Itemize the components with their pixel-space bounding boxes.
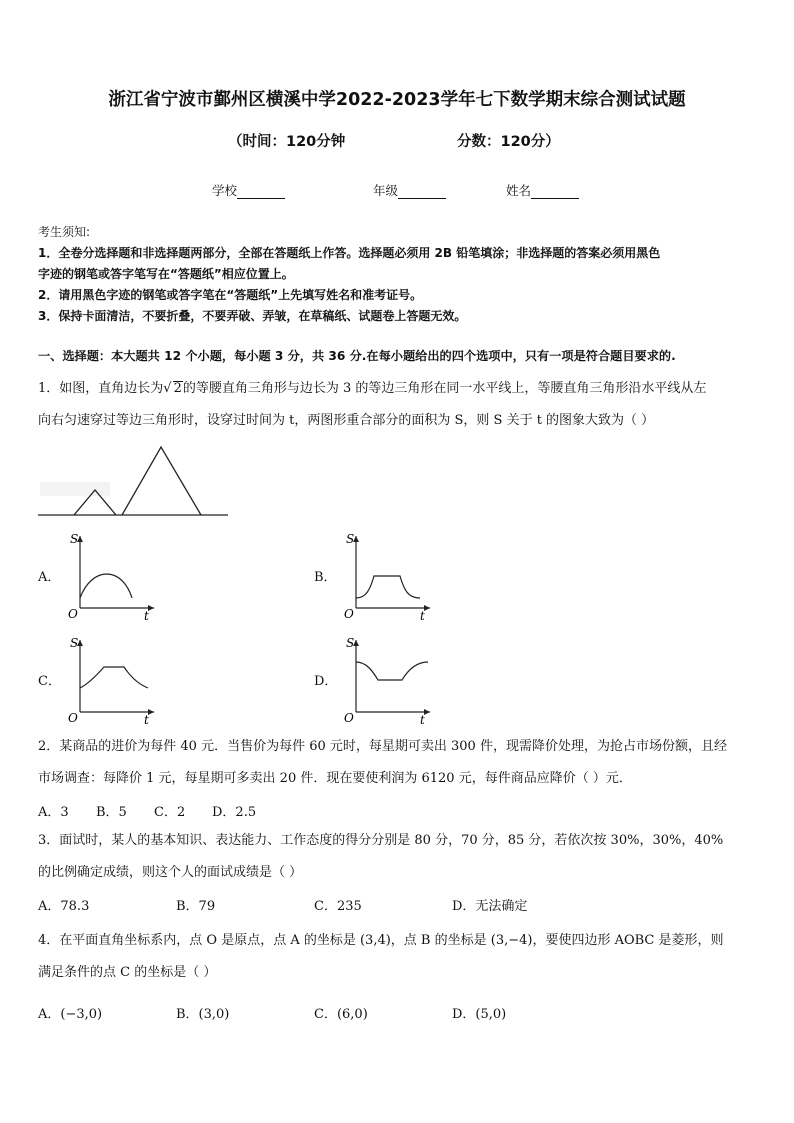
q4-option-a[interactable]: A．(−3,0) — [38, 1007, 103, 1022]
notice-block — [38, 222, 760, 327]
x-arrow — [148, 605, 154, 611]
x-arrow — [424, 605, 430, 611]
question-3 — [38, 825, 758, 889]
q1-option-c-label[interactable]: C． — [38, 674, 61, 689]
origin-label: O — [68, 711, 78, 724]
figure-bg — [36, 440, 232, 520]
x-arrow — [148, 709, 154, 715]
grade-blank[interactable] — [398, 185, 446, 199]
notice-heading: 考生须知: — [38, 225, 91, 239]
curve — [80, 667, 148, 688]
q3-option-a[interactable]: A．78.3 — [38, 899, 90, 914]
notice-item: 字迹的钢笔或答字笔写在“答题纸”相应位置上。 — [38, 267, 294, 281]
q1-line1: 1．如图，直角边长为√ 2的等腰直角三角形与边长为 3 的等边三角形在同一水平线上，等腰直角三角形沿水平线从左 — [38, 381, 707, 396]
notice-item: 3．保持卡面清洁，不要折叠，不要弄破、弄皱，在草稿纸、试题卷上答题无效。 — [38, 309, 467, 323]
name-blank[interactable] — [531, 185, 579, 199]
q4-line1: 4．在平面直角坐标系内，点 O 是原点，点 A 的坐标是 (3,4)，点 B 的坐标是 (3,−4)，要使四边形 AOBC 是菱形，则 — [38, 933, 724, 948]
q3-line1: 3．面试时，某人的基本知识、表达能力、工作态度的得分分别是 80 分，70 分，85 分，若依次按 30%，30%，40% — [38, 833, 724, 848]
q1-option-a-label[interactable]: A． — [38, 570, 61, 585]
s-label: S — [346, 532, 355, 546]
q2-option-a[interactable]: A．3 — [38, 805, 69, 820]
time-label: （时间：120分钟 — [228, 134, 346, 150]
t-label: t — [420, 609, 425, 620]
q1-option-b-label[interactable]: B． — [314, 570, 337, 585]
curve — [356, 662, 428, 680]
t-label: t — [144, 713, 149, 724]
school-label: 学校 — [212, 183, 238, 198]
q4-option-d[interactable]: D．(5,0) — [452, 1007, 507, 1022]
q1-option-d-label[interactable]: D． — [314, 674, 338, 689]
question-1 — [38, 373, 758, 437]
figure-shade — [40, 482, 110, 496]
school-field[interactable] — [212, 181, 285, 199]
q4-line2: 满足条件的点 C 的坐标是（ ） — [38, 965, 217, 980]
notice-item: 2．请用黑色字迹的钢笔或答字笔在“答题纸”上先填写姓名和准考证号。 — [38, 288, 423, 302]
grade-label: 年级 — [373, 183, 399, 198]
t-label: t — [420, 713, 425, 724]
name-label: 姓名 — [506, 183, 532, 198]
q4-option-b[interactable]: B．(3,0) — [176, 1007, 230, 1022]
section-heading: 一、选择题：本大题共 12 个小题，每小题 3 分，共 36 分.在每小题给出的四个选项中，只有一项是符合题目要求的. — [38, 349, 676, 363]
s-label: S — [346, 636, 355, 650]
score-label: 分数：120分） — [457, 134, 560, 150]
question-4 — [38, 925, 758, 989]
origin-label: O — [344, 711, 354, 724]
name-field[interactable] — [506, 181, 579, 199]
q2-option-d[interactable]: D．2.5 — [212, 805, 257, 820]
q1-graph-a[interactable] — [60, 528, 160, 620]
origin-label: O — [68, 607, 78, 620]
q2-option-c[interactable]: C．2 — [154, 805, 186, 820]
q3-line2: 的比例确定成绩，则这个人的面试成绩是（ ） — [38, 865, 303, 880]
question-2 — [38, 731, 758, 795]
grade-field[interactable] — [373, 181, 446, 199]
curve — [356, 576, 420, 598]
s-label: S — [70, 532, 79, 546]
notice-item: 1．全卷分选择题和非选择题两部分，全部在答题纸上作答。选择题必须用 2B 铅笔填涂；非选择题的答案必须用黑色 — [38, 246, 661, 260]
sqrt-value: 2 — [173, 381, 182, 396]
q3-option-b[interactable]: B．79 — [176, 899, 216, 914]
q1-graph-b[interactable] — [336, 528, 436, 620]
q2-line2: 市场调查：每降价 1 元，每星期可多卖出 20 件．现在要使利润为 6120 元，每件商品应降价（ ）元． — [38, 771, 632, 786]
q1-triangles-figure — [36, 440, 232, 520]
curve — [80, 574, 132, 598]
t-label: t — [144, 609, 149, 620]
origin-label: O — [344, 607, 354, 620]
q1-graph-d[interactable] — [336, 632, 436, 724]
q1-line2: 向右匀速穿过等边三角形时，设穿过时间为 t，两图形重合部分的面积为 S，则 S 关于 t 的图象大致为（ ） — [38, 413, 655, 428]
sqrt-symbol: √ — [163, 381, 172, 396]
page-title: 浙江省宁波市鄞州区横溪中学2022-2023学年七下数学期末综合测试试题 — [108, 90, 686, 110]
q4-option-c[interactable]: C．(6,0) — [314, 1007, 368, 1022]
q2-option-b[interactable]: B．5 — [96, 805, 127, 820]
q3-option-c[interactable]: C．235 — [314, 899, 362, 914]
q2-line1: 2．某商品的进价为每件 40 元．当售价为每件 60 元时，每星期可卖出 300 件，现需降价处理，为抢占市场份额，且经 — [38, 739, 727, 754]
q1-graph-c[interactable] — [60, 632, 160, 724]
school-blank[interactable] — [237, 185, 285, 199]
s-label: S — [70, 636, 79, 650]
x-arrow — [424, 709, 430, 715]
q3-option-d[interactable]: D．无法确定 — [452, 899, 528, 914]
